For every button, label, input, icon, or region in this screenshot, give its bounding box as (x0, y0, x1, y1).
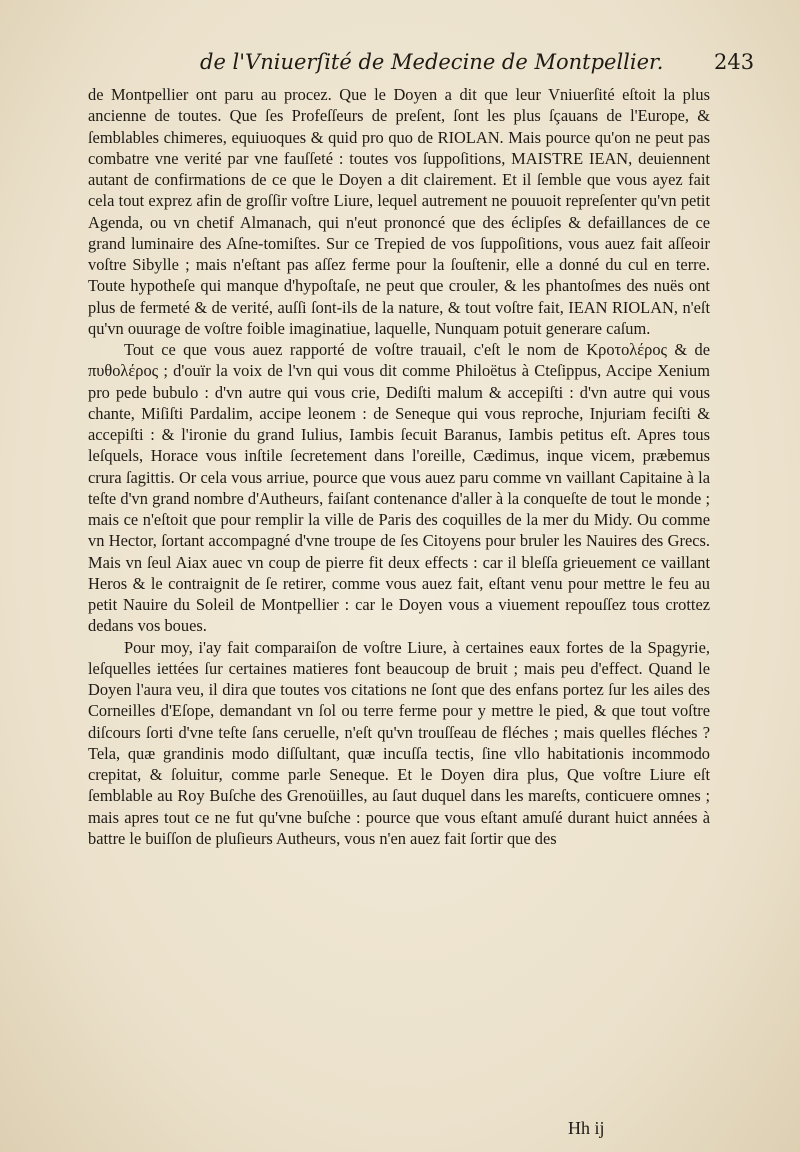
paragraph: Tout ce que vous auez rapporté de voſtre trauail, c'eſt le nom de Κροτολέρος & de πυθολέρος ; d'ouïr la voix de l'vn qui vous dit comme Philoëtus à Cteſippus, Accipe Xenium pro pede bubulo : d'vn autre qui vous crie, Dediſti malum & accepiſti : d'vn autre qui vous chante, Miſiſti Pardalim, accipe leonem : de Seneque qui vous reproche, Injuriam feciſti & accepiſti : & l'ironie du grand Iulius, Iambis ſecuit Baranus, Iambis petitus eſt. Apres tous leſquels, Horace vous inſtile ſecretement dans l'oreille, Cædimus, inque vicem, præbemus crura ſagittis. Or cela vous arriue, pource que vous auez paru comme vn vaillant Capitaine à la teſte d'vn grand nombre d'Autheurs, faiſant contenance d'aller à la conqueſte de tout le monde ; mais ce n'eſtoit que pour remplir la ville de Paris des coquilles de la mer du Midy. Ou comme vn Hector, ſortant accompagné d'vne troupe de ſes Citoyens pour bruler les Nauires des Grecs. Mais vn ſeul Aiax auec vn coup de pierre fit deux effects : car il bleſſa grieuement ce vaillant Heros & le contraignit de ſe retirer, comme vous auez fait, eſtant venu pour mettre le feu au petit Nauire du Soleil de Montpellier : car le Doyen vous a viuement repouſſez tous crottez dedans vos boues. (88, 340, 710, 636)
page-header (0, 50, 800, 84)
page-number: 243 (714, 50, 755, 74)
paragraph: de Montpellier ont paru au procez. Que le Doyen a dit que leur Vniuerſité eſtoit la plus ancienne de toutes. Que ſes Profeſſeurs de preſent, ſont les plus ſçauans de l'Europe, & ſemblables chimeres, equiuoques & quid pro quo de RIOLAN. Mais pource qu'on ne peut pas combatre vne verité par vne fauſſeté : toutes vos ſuppoſitions, MAISTRE IEAN, deuiennent autant de confirmations de ce que le Doyen a dit clairement. Et il ſemble que vous ayez fait cela tout exprez afin de groſſir voſtre Liure, lequel autrement ne pouuoit repreſenter qu'vn petit Agenda, ou vn chetif Almanach, qui n'eut prononcé que des éclipſes & defaillances de ce grand luminaire des Aſne-tomiſtes. Sur ce Trepied de vos ſuppoſitions, vous auez fait aſſeoir voſtre Sibylle ; mais n'eſtant pas aſſez ferme pour la ſouſtenir, elle a donné du cul en terre. Toute hypotheſe qui manque d'hypoſtaſe, ne peut que crouler, & les phantoſmes des nuës ont plus de fermeté & de verité, auſſi ſont-ils de la nature, & tout voſtre fait, IEAN RIOLAN, n'eſt qu'vn ouurage de voſtre foible imaginatiue, laquelle, Nunquam potuit generare caſum. (88, 85, 710, 338)
signature-mark: Hh ij (568, 1118, 605, 1138)
paragraph: Pour moy, i'ay fait comparaiſon de voſtre Liure, à certaines eaux fortes de la Spagyrie, leſquelles iettées ſur certaines matieres font beaucoup de bruit ; mais peu d'effect. Quand le Doyen l'aura veu, il dira que toutes vos citations ne ſont que des enfans portez ſur les ailes des Corneilles d'Eſope, demandant vn ſol ou terre ferme pour y mettre le pied, & que tout voſtre diſcours ſorti d'vne teſte ſans ceruelle, n'eſt qu'vn trouſſeau de fléches ; mais quelles fléches ? Tela, quæ grandinis modo diſſultant, quæ incuſſa tectis, ſine vllo habitationis incommodo crepitat, & ſoluitur, comme parle Seneque. Et le Doyen dira plus, Que voſtre Liure eſt ſemblable au Roy Buſche des Grenoüilles, au ſaut duquel dans les mareſts, conticuere omnes ; mais apres tout ce ne fut qu'vne buſche : pource que vous eſtant amuſé durant huict années à battre le buiſſon de pluſieurs Autheurs, vous n'en auez fait ſortir que des (88, 637, 710, 848)
body-text (88, 84, 710, 849)
running-title: de l'Vniuerſité de Medecine de Montpellier. (200, 50, 664, 74)
